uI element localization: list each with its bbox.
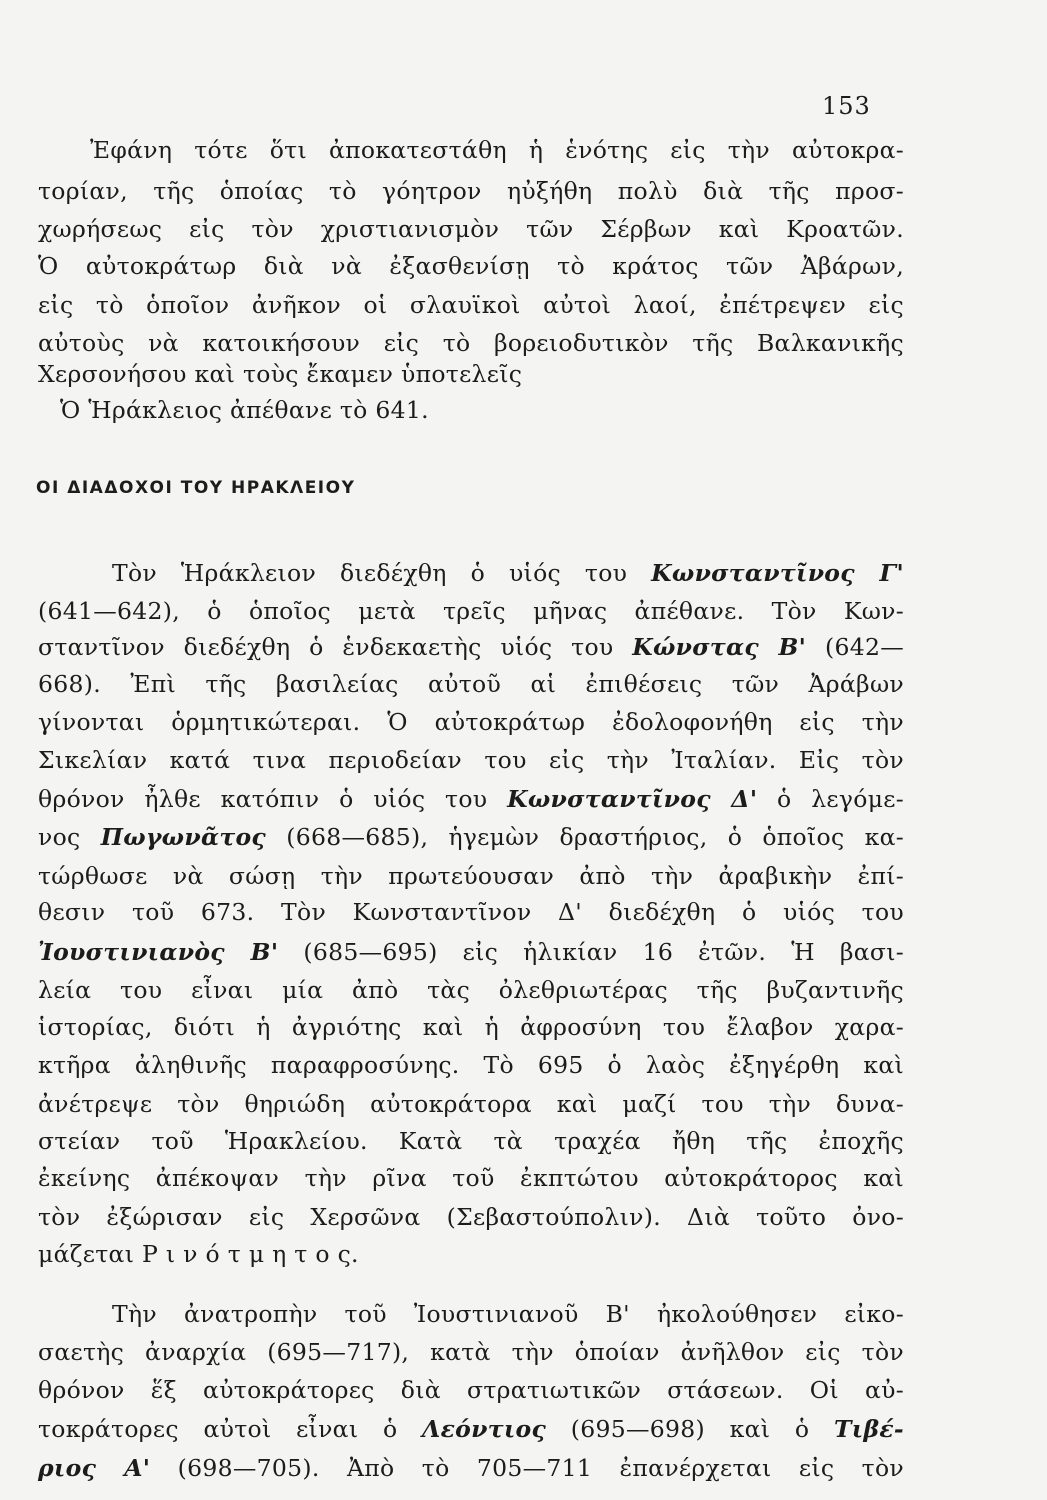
text-line [38, 1164, 904, 1192]
section-heading: ΟΙ ΔΙΑΔΟΧΟΙ ΤΟΥ ΗΡΑΚΛΕΙΟΥ [36, 478, 356, 498]
emphasized-name: Κωνσταντῖνος Δ' [507, 785, 758, 813]
text-span: σαετὴς ἀναρχία (695—717), κατὰ τὴν ὁποίαν ἀνῆλθον εἰς τὸν [38, 1338, 904, 1366]
text-span: θρόνον ἦλθε κατόπιν ὁ υἱός του [38, 785, 508, 813]
emphasized-name: Κωνσταντῖνος Γ' [651, 559, 904, 587]
text-line [38, 1090, 904, 1118]
text-line [38, 1051, 904, 1079]
text-line [38, 938, 904, 966]
text-span: τώρθωσε νὰ σώσῃ τὴν πρωτεύουσαν ἀπὸ τὴν ἀραβικὴν ἐπί- [38, 862, 904, 890]
text-span: ἱστορίας, διότι ἡ ἀγριότης καὶ ἡ ἀφροσύνη του ἔλαβον χαρα- [38, 1013, 904, 1041]
text-line [38, 898, 904, 926]
text-line [38, 1338, 904, 1366]
text-line [38, 1415, 904, 1443]
text-span: 668). Ἐπὶ τῆς βασιλείας αὐτοῦ αἱ ἐπιθέσεις τῶν Ἀράβων [38, 670, 904, 698]
emphasized-name: Λεόντιος [422, 1415, 547, 1443]
page-number: 153 [822, 92, 871, 120]
text-span: τοκράτορες αὐτοὶ εἶναι ὁ [38, 1415, 423, 1443]
text-span: χωρήσεως εἰς τὸν χριστιανισμὸν τῶν Σέρβων καὶ Κροατῶν. [38, 215, 904, 243]
text-line [38, 1013, 904, 1041]
text-span: θρόνον ἕξ αὐτοκράτορες διὰ στρατιωτικῶν στάσεων. Οἱ αὐ- [38, 1376, 904, 1404]
text-span: (642— [806, 633, 904, 661]
text-span: αὐτοὺς νὰ κατοικήσουν εἰς τὸ βορειοδυτικὸν τῆς Βαλκανικῆς [38, 329, 904, 357]
emphasized-name: Πωγωνᾶτος [100, 823, 267, 851]
text-span: νος [38, 823, 101, 851]
text-line [38, 976, 904, 1004]
emphasized-name: Τιβέ- [833, 1415, 904, 1443]
text-line [38, 1127, 904, 1155]
text-line [60, 396, 429, 424]
text-line [38, 1240, 359, 1268]
text-span: Ἐφάνη τότε ὅτι ἀποκατεστάθη ἡ ἑνότης εἰς τὴν αὐτοκρα- [90, 136, 904, 164]
text-line [38, 597, 904, 625]
text-line [38, 215, 904, 243]
text-span: εἰς τὸ ὁποῖον ἀνῆκον οἱ σλαυϊκοὶ αὐτοὶ λαοί, ἐπέτρεψεν εἰς [38, 291, 904, 319]
text-span: ἐκείνης ἀπέκοψαν τὴν ρῖνα τοῦ ἐκπτώτου αὐτοκράτορος καὶ [38, 1164, 904, 1192]
text-span: στείαν τοῦ Ἡρακλείου. Κατὰ τὰ τραχέα ἤθη τῆς ἐποχῆς [38, 1127, 904, 1155]
text-line [112, 1300, 904, 1328]
text-span: Τὴν ἀνατροπὴν τοῦ Ἰουστινιανοῦ Β' ἠκολούθησεν εἰκο- [112, 1300, 904, 1328]
text-span: (668—685), ἡγεμὼν δραστήριος, ὁ ὁποῖος κα- [266, 823, 904, 851]
text-span: Τὸν Ἡράκλειον διεδέχθη ὁ υἱός του [112, 559, 652, 587]
text-line [38, 1454, 904, 1482]
text-line [112, 559, 904, 587]
text-span: Χερσονήσου καὶ τοὺς ἔκαμεν ὑποτελεῖς [38, 360, 523, 388]
text-span: Ὁ αὐτοκράτωρ διὰ νὰ ἐξασθενίσῃ τὸ κράτος τῶν Ἀβάρων, [38, 252, 904, 280]
text-line [38, 862, 904, 890]
text-span: λεία του εἶναι μία ἀπὸ τὰς ὀλεθριωτέρας τῆς βυζαντινῆς [38, 976, 904, 1004]
text-line [38, 252, 904, 280]
text-span: γίνονται ὁρμητικώτεραι. Ὁ αὐτοκράτωρ ἐδολοφονήθη εἰς τὴν [38, 708, 904, 736]
text-line [38, 708, 904, 736]
text-line [38, 329, 904, 357]
emphasized-name: Κώνστας Β' [632, 633, 807, 661]
text-span: τορίαν, τῆς ὁποίας τὸ γόητρον ηὐξήθη πολὺ διὰ τῆς προσ- [38, 177, 904, 205]
text-span: ἀνέτρεψε τὸν θηριώδη αὐτοκράτορα καὶ μαζί του τὴν δυνα- [38, 1090, 904, 1118]
text-span: Ὁ Ἡράκλειος ἀπέθανε τὸ 641. [60, 396, 429, 424]
text-line [38, 823, 904, 851]
text-line [38, 1203, 904, 1231]
text-line [38, 746, 904, 774]
text-line [38, 785, 904, 813]
emphasized-name: Ἰουστινιανὸς Β' [38, 938, 279, 966]
text-span: τὸν ἐξώρισαν εἰς Χερσῶνα (Σεβαστούπολιν). Διὰ τοῦτο ὀνο- [38, 1203, 904, 1231]
emphasized-name: ριος Α' [38, 1454, 151, 1482]
text-span: Σικελίαν κατά τινα περιοδείαν του εἰς τὴν Ἰταλίαν. Εἰς τὸν [38, 746, 904, 774]
text-line [90, 136, 904, 164]
text-line [38, 1376, 904, 1404]
text-span: θεσιν τοῦ 673. Τὸν Κωνσταντῖνον Δ' διεδέχθη ὁ υἱός του [38, 898, 904, 926]
text-line [38, 177, 904, 205]
text-span: (641—642), ὁ ὁποῖος μετὰ τρεῖς μῆνας ἀπέθανε. Τὸν Κων- [38, 597, 904, 625]
text-line [38, 670, 904, 698]
text-line [38, 291, 904, 319]
text-span: μάζεται Ρ ι ν ό τ μ η τ ο ς. [38, 1240, 359, 1268]
text-line [38, 633, 904, 661]
text-span: σταντῖνον διεδέχθη ὁ ἑνδεκαετὴς υἱός του [38, 633, 633, 661]
text-span: ὁ λεγόμε- [757, 785, 904, 813]
text-span: (685—695) εἰς ἡλικίαν 16 ἐτῶν. Ἡ βασι- [278, 938, 905, 966]
text-span: κτῆρα ἀληθινῆς παραφροσύνης. Τὸ 695 ὁ λαὸς ἐξηγέρθη καὶ [38, 1051, 904, 1079]
text-span: (698—705). Ἀπὸ τὸ 705—711 ἐπανέρχεται εἰς τὸν [150, 1454, 904, 1482]
text-line [38, 360, 522, 388]
text-span: (695—698) καὶ ὁ [546, 1415, 834, 1443]
